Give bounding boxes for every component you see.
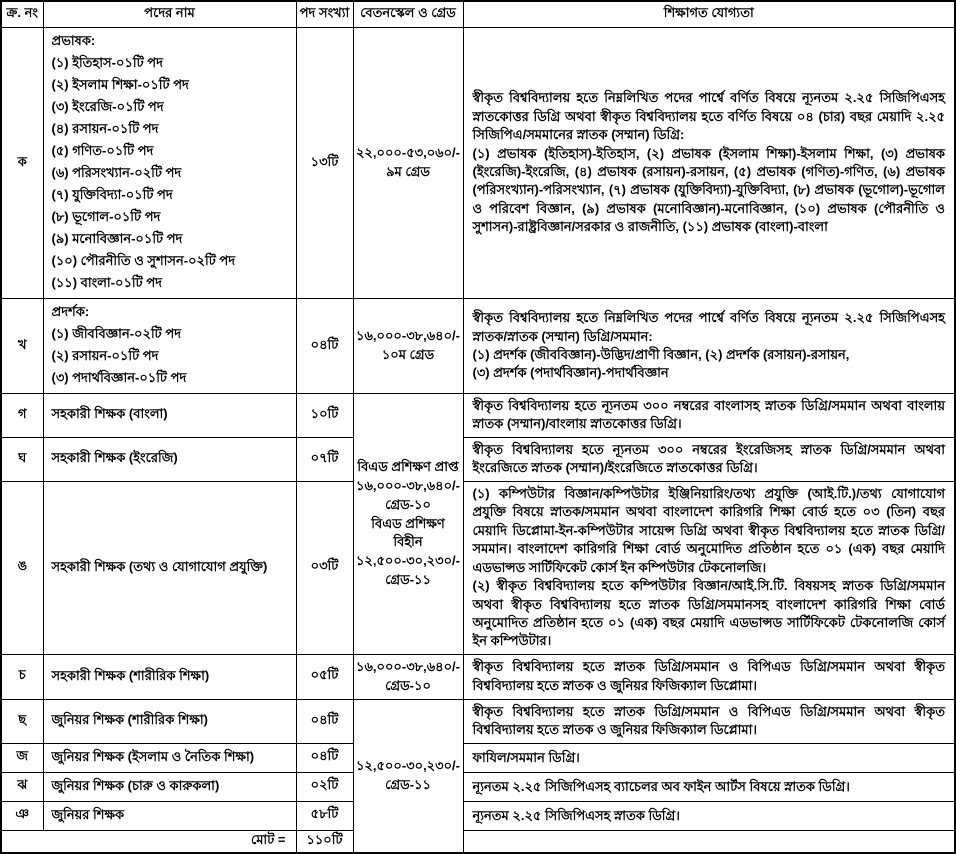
pay-scale-line: বিএড প্রশিক্ষণ বিহীন [371, 515, 445, 550]
post-title: সহকারী শিক্ষক (শারীরিক শিক্ষা) [51, 667, 210, 683]
post-count-cell: ০৩টি [296, 481, 353, 654]
post-item: (২) ইসলাম শিক্ষা-০১টি পদ [51, 77, 189, 92]
qualification-paragraph: (১) প্রদর্শক (জীববিজ্ঞান)-উদ্ভিদ/প্রাণী বিজ্ঞান, (২) প্রদর্শক (রসায়ন)-রসায়ন, [472, 347, 850, 362]
post-item: (১১) বাংলা-০১টি পদ [51, 275, 162, 290]
post-name-cell [43, 437, 296, 481]
pay-scale-cell [353, 28, 463, 299]
post-item: (১০) পৌরনীতি ও সুশাসন-০২টি পদ [51, 253, 236, 268]
serial-cell: খ [1, 299, 43, 394]
table-header-row [1, 1, 955, 28]
post-item: (৭) যুক্তিবিদ্যা-০১টি পদ [51, 187, 173, 202]
pay-scale-line: ১৬,০০০-৩৮,৬৪০/- [356, 477, 460, 493]
serial-cell: ঞ [1, 801, 43, 830]
serial-cell: জ [1, 743, 43, 772]
pay-scale-line: গ্রেড-১১ [385, 776, 431, 792]
pay-scale-cell [353, 299, 463, 394]
post-count-cell: ০৭টি [296, 437, 353, 481]
table-row [1, 743, 955, 772]
qualification-cell [463, 299, 955, 394]
pay-scale-cell [353, 699, 463, 852]
table-row [1, 772, 955, 801]
serial-no-header: ক্র. নং [1, 1, 43, 28]
serial-cell: ঝ [1, 772, 43, 801]
qualification-paragraph: ন্যূনতম ২.২৫ সিজিপিএসহ স্নাতক ডিগ্রি। [472, 807, 680, 823]
qualification-cell [463, 743, 955, 772]
qualification-cell [463, 481, 955, 654]
pay-scale-cell [353, 654, 463, 699]
serial-cell: চ [1, 654, 43, 699]
pay-scale-line: ১২,৫০০-৩০,২৩০/- [356, 553, 460, 569]
pay-scale-line: ২২,০০০-৫৩,০৬০/- [355, 145, 460, 161]
table-row [1, 481, 955, 654]
qualification-paragraph: (২) স্বীকৃত বিশ্ববিদ্যালয় হতে কম্পিউটার বিজ্ঞান/আই.সি.টি. বিষয়সহ স্নাতক ডিগ্রি/সমমান অথবা স্বীকৃত বিশ্ববিদ্যালয় হতে স্নাতক ডিগ্রি/সমমানসহ বাংলাদেশ কারিগরি শিক্ষা বোর্ড অনুমোদিত প্রতিষ্ঠান হতে ০১ (এক) বছর মেয়াদি এডভান্সড সার্টিফিকেট টেকনোলজি কোর্স ইন কম্পিউটার। [472, 578, 945, 649]
total-qualification-cell [463, 830, 955, 853]
post-count-cell: ০৪টি [296, 299, 353, 394]
post-item: (১) জীববিজ্ঞান-০২টি পদ [51, 326, 182, 341]
total-label-cell: মোট = [1, 830, 296, 853]
pay-scale-line: ১৬,০০০-৩৮,৬৪০/- [356, 328, 460, 344]
post-name-header: পদের নাম [43, 1, 296, 28]
table-row [1, 394, 955, 438]
qualification-paragraph: ফাযিল/সমমান ডিগ্রি। [472, 749, 580, 765]
qualification-paragraph: স্বীকৃত বিশ্ববিদ্যালয় হতে স্নাতক ডিগ্রি/সমমান ও বিপিএড ডিগ্রি/সমমান অথবা স্বীকৃত বিশ্ববিদ্যালয় হতে স্নাতক ও জুনিয়র ফিজিক্যাল ডিপ্লোমা। [472, 659, 945, 693]
post-title: প্রভাষক: [51, 33, 96, 48]
total-count-cell: ১১০টি [296, 830, 353, 853]
table-row [1, 654, 955, 699]
post-count-cell: ০৫টি [296, 654, 353, 699]
pay-scale-cell [353, 394, 463, 655]
pay-scale-line: ১০ম গ্রেড [381, 347, 435, 362]
post-name-cell [43, 743, 296, 772]
qualification-cell [463, 437, 955, 481]
serial-cell: গ [1, 394, 43, 438]
table-row [1, 437, 955, 481]
post-name-cell [43, 772, 296, 801]
pay-scale-line: গ্রেড-১০ [385, 677, 431, 693]
qualification-paragraph: স্বীকৃত বিশ্ববিদ্যালয় হতে নিম্নলিখিত পদের পার্শ্বে বর্ণিত বিষয়ে ন্যূনতম ২.২৫ সিজিপিএসহ স্নাতক/স্নাতক (সম্মান) ডিগ্রি/সমমান: [472, 310, 945, 344]
qualification-paragraph: স্বীকৃত বিশ্ববিদ্যালয় হতে ন্যূনতম ৩০০ নম্বরের বাংলাসহ স্নাতক ডিগ্রি/সমমান অথবা বাংলায় স্নাতক (সম্মান)/বাংলায় স্নাতকোত্তর ডিগ্রি। [472, 398, 945, 432]
qualification-header: শিক্ষাগত যোগ্যতা [463, 1, 955, 28]
pay-scale-line: বিএড প্রশিক্ষণ প্রাপ্ত [357, 458, 459, 474]
qualification-cell [463, 772, 955, 801]
table-row [1, 699, 955, 743]
total-row [1, 830, 955, 853]
post-title: সহকারী শিক্ষক (ইংরেজি) [51, 450, 178, 466]
post-title: সহকারী শিক্ষক (বাংলা) [51, 406, 168, 422]
table-row [1, 28, 955, 299]
serial-cell: ঘ [1, 437, 43, 481]
post-title: জুনিয়র শিক্ষক (শারীরিক শিক্ষা) [51, 712, 208, 728]
post-count-cell: ৫৮টি [296, 801, 353, 830]
post-name-cell [43, 481, 296, 654]
post-name-cell [43, 28, 296, 299]
post-item: (৫) গণিত-০১টি পদ [51, 143, 154, 158]
post-item: (৪) রসায়ন-০১টি পদ [51, 121, 159, 136]
post-item: (৮) ভূগোল-০১টি পদ [51, 209, 161, 224]
table-row [1, 801, 955, 830]
serial-cell: ছ [1, 699, 43, 743]
qualification-cell [463, 394, 955, 438]
serial-cell: ক [1, 28, 43, 299]
pay-scale-line: ৯ম গ্রেড [386, 164, 430, 179]
post-title: জুনিয়র শিক্ষক (ইসলাম ও নৈতিক শিক্ষা) [51, 748, 255, 764]
post-title: সহকারী শিক্ষক (তথ্য ও যোগাযোগ প্রযুক্তি) [51, 558, 268, 574]
post-item: (৩) ইংরেজি-০১টি পদ [51, 99, 164, 114]
qualification-paragraph: (১) প্রভাষক (ইতিহাস)-ইতিহাস, (২) প্রভাষক (ইসলাম শিক্ষা)-ইসলাম শিক্ষা, (৩) প্রভাষক (ইংরেজি)-ইংরেজি, (৪) প্রভাষক (রসায়ন)-রসায়ন, (৫) প্রভাষক (গণিত)-গণিত, (৬) প্রভাষক (পরিসংখ্যান)-পরিসংখ্যান, (৭) প্রভাষক (যুক্তিবিদ্যা)-যুক্তিবিদ্যা, (৮) প্রভাষক (ভূগোল)-ভূগোল ও পরিবেশ বিজ্ঞান, (৯) প্রভাষক (মনোবিজ্ঞান)-মনোবিজ্ঞান, (১০) প্রভাষক (পৌরনীতি ও সুশাসন)-রাষ্ট্রবিজ্ঞান/সরকার ও রাজনীতি, (১১) প্রভাষক (বাংলা)-বাংলা [472, 145, 945, 235]
post-count-cell: ১০টি [296, 394, 353, 438]
serial-cell: ঙ [1, 481, 43, 654]
qualification-paragraph: (১) কম্পিউটার বিজ্ঞান/কম্পিউটার ইঞ্জিনিয়ারিং/তথ্য প্রযুক্তি (আই.টি.)/তথ্য যোগাযোগ প্রযুক্তি বিষয়ে স্নাতক/সমমান অথবা বাংলাদেশ কারিগরি শিক্ষা বোর্ড হতে ০৩ (তিন) বছর মেয়াদি ডিপ্লোমা-ইন-কম্পিউটার সায়েন্স ডিগ্রি অথবা স্বীকৃত বিশ্ববিদ্যালয় হতে স্নাতক ডিগ্রি/সমমান। বাংলাদেশ কারিগরি শিক্ষা বোর্ড অনুমোদিত প্রতিষ্ঠান হতে ০১ (এক) বছর মেয়াদি এডভান্সড সার্টিফিকেট কোর্স ইন কম্পিউটার টেকনোলজি। [472, 485, 945, 575]
post-count-cell: ০৪টি [296, 699, 353, 743]
post-title: প্রদর্শক: [51, 304, 90, 319]
post-name-cell [43, 654, 296, 699]
post-item: (৯) মনোবিজ্ঞান-০১টি পদ [51, 231, 183, 246]
post-name-cell [43, 699, 296, 743]
qualification-cell [463, 801, 955, 830]
qualification-paragraph: স্বীকৃত বিশ্ববিদ্যালয় হতে নিম্নলিখিত পদের পার্শ্বে বর্ণিত বিষয়ে ন্যূনতম ২.২৫ সিজিপিএসহ স্নাতকোত্তর ডিগ্রি অথবা স্বীকৃত বিশ্ববিদ্যালয় হতে বর্ণিত বিষয়ে ০৪ (চার) বছর মেয়াদি ২.২৫ সিজিপিএ/সমমানের স্নাতক (সম্মান) ডিগ্রি: [472, 90, 945, 143]
qualification-paragraph: (৩) প্রদর্শক (পদার্থবিজ্ঞান)-পদার্থবিজ্ঞান [472, 365, 669, 381]
post-item: (১) ইতিহাস-০১টি পদ [51, 55, 163, 70]
post-item: (২) রসায়ন-০১টি পদ [51, 348, 159, 363]
post-title: জুনিয়র শিক্ষক (চারু ও কারুকলা) [51, 777, 220, 793]
qualification-cell [463, 699, 955, 743]
table-row [1, 299, 955, 394]
pay-scale-line: ১৬,০০০-৩৮,৬৪০/- [356, 659, 460, 675]
post-title: জুনিয়র শিক্ষক [51, 806, 125, 822]
post-name-cell [43, 801, 296, 830]
qualification-paragraph: স্বীকৃত বিশ্ববিদ্যালয় হতে স্নাতক ডিগ্রি/সমমান ও বিপিএড ডিগ্রি/সমমান অথবা স্বীকৃত বিশ্ববিদ্যালয় হতে স্নাতক ও জুনিয়র ফিজিক্যাল ডিপ্লোমা। [472, 703, 945, 738]
qualification-paragraph: ন্যূনতম ২.২৫ সিজিপিএসহ ব্যাচেলর অব ফাইন আর্টস বিষয়ে স্নাতক ডিগ্রি। [472, 778, 850, 794]
pay-scale-line: ১২,৫০০-৩০,২৩০/- [356, 758, 460, 773]
post-name-cell [43, 394, 296, 438]
qualification-cell [463, 28, 955, 299]
post-count-header: পদ সংখ্যা [296, 1, 353, 28]
post-count-cell: ০২টি [296, 772, 353, 801]
post-name-cell [43, 299, 296, 394]
qualification-cell [463, 654, 955, 699]
post-item: (৬) পরিসংখ্যান-০২টি পদ [51, 165, 182, 180]
pay-scale-line: গ্রেড-১০ [385, 496, 431, 512]
pay-scale-line: গ্রেড-১১ [385, 572, 431, 588]
post-count-cell: ১৩টি [296, 28, 353, 299]
qualification-paragraph: স্বীকৃত বিশ্ববিদ্যালয় হতে ন্যূনতম ৩০০ নম্বরের ইংরেজিসহ স্নাতক ডিগ্রি/সমমান অথবা ইংরেজিতে স্নাতক (সম্মান)/ইংরেজিতে স্নাতকোত্তর ডিগ্রি। [472, 441, 945, 476]
pay-scale-header: বেতনস্কেল ও গ্রেড [353, 1, 463, 28]
post-item: (৩) পদার্থবিজ্ঞান-০১টি পদ [51, 370, 187, 385]
post-count-cell: ০৪টি [296, 743, 353, 772]
